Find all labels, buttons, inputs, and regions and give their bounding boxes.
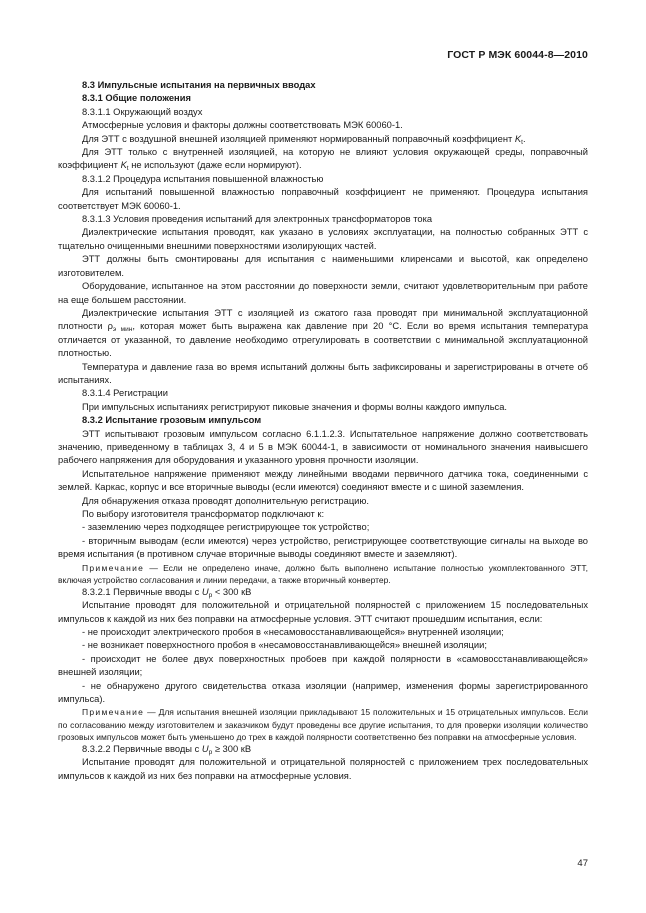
page-number: 47 <box>577 858 588 869</box>
paragraph: ЭТТ испытывают грозовым импульсом согласно 6.1.1.2.3. Испытательное напряжение должно соответствовать значению, приведенному в таблицах 3, 4 и 5 в МЭК 60044-1, в зависимости от номинального значения наивысшего рабочего напряжения для оборудования и указанного уровня прочности изоляции. <box>58 428 588 466</box>
paragraph: Испытание проводят для положительной и отрицательной полярностей с приложением трех последовательных импульсов к каждой из них без поправки на атмосферные условия. <box>58 757 588 781</box>
subsection-title: 8.3.1.2 Процедура испытания повышенной влажностью <box>82 173 324 184</box>
note <box>58 706 588 742</box>
subsection-title: 8.3.1.1 Окружающий воздух <box>82 106 203 117</box>
note-text: — Для испытания внешней изоляции прикладывают 15 положительных и 15 отрицательных импульсов. Если по согласованию между изготовителем и заказчиком будут проведены все другие испытания, то для проверки изоляции количество грозовых импульсов может быть уменьшено до трех в каждой полярности соответственно без поправки на атмосферные условия. <box>58 707 588 742</box>
paragraph: - не возникает поверхностного пробоя в «несамовосстанавливающейся» внешней изоляции; <box>82 640 487 651</box>
paragraph: - не происходит электрического пробоя в «несамовосстанавливающейся» внутренней изоляции; <box>82 627 504 638</box>
section-heading: 8.3.1 Общие положения <box>82 93 191 104</box>
subsection-title: 8.3.1.4 Регистрации <box>82 388 168 399</box>
standard-header: ГОСТ Р МЭК 60044-8—2010 <box>447 49 588 61</box>
paragraph: При импульсных испытаниях регистрируют пиковые значения и формы волны каждого импульса. <box>82 401 508 412</box>
paragraph: Для ЭТТ с воздушной внешней изоляцией применяют нормированный поправочный коэффициент $K_t$. <box>82 133 526 146</box>
section-heading: 8.3.2 Испытание грозовым импульсом <box>82 415 262 426</box>
paragraph: Диэлектрические испытания проводят, как указано в условиях эксплуатации, на полностью собранных ЭТТ с тщательно очищенными внешними поверхностями изолирующих частей. <box>58 227 588 251</box>
document-body <box>58 79 588 783</box>
note-label: Примечание <box>82 562 145 573</box>
note <box>58 562 588 586</box>
paragraph: Атмосферные условия и факторы должны соответствовать МЭК 60060-1. <box>82 120 403 131</box>
paragraph: ЭТТ должны быть смонтированы для испытания с наименьшими клиренсами и высотой, как определено изготовителем. <box>58 254 588 278</box>
subsection-title: 8.3.2.2 Первичные вводы с $U_p \ge 300$ кВ <box>82 743 252 756</box>
paragraph: - заземлению через подходящее регистрирующее ток устройство; <box>82 522 370 533</box>
paragraph: Для обнаружения отказа проводят дополнительную регистрацию. <box>82 495 370 506</box>
paragraph: Для ЭТТ только с внутренней изоляцией, на которую не влияют условия окружающей среды, поправочный коэффициент $K_t$ не используют (даже если нормируют). <box>58 147 588 173</box>
paragraph: Оборудование, испытанное на этом расстоянии до поверхности земли, считают удовлетворительным при работе на еще большем расстоянии. <box>58 281 588 305</box>
section-heading: 8.3 Импульсные испытания на первичных вводах <box>82 80 316 90</box>
paragraph: Диэлектрические испытания ЭТТ с изоляцией из сжатого газа проводят при минимальной эксплуатационной плотности $\rho_{э мин}$, которая может быть выражена как давление при 20 °С. Если во время испытания температура отличается от указанной, то давление необходимо отрегулировать в соответствии с минимальной эксплуатационной плотностью. <box>58 307 589 359</box>
paragraph: Испытательное напряжение применяют между линейными вводами первичного датчика тока, соединенными с землей. Каркас, корпус и все вторичные выводы (если имеются) соединяют вместе и с шиной заземления. <box>58 468 588 493</box>
subsection-title: 8.3.1.3 Условия проведения испытаний для электронных трансформаторов тока <box>82 214 433 225</box>
paragraph: Температура и давление газа во время испытаний должны быть зафиксированы и зарегистрированы в отчете об испытаниях. <box>58 361 588 385</box>
paragraph: Испытание проводят для положительной и отрицательной полярностей с приложением 15 последовательных импульсов к каждой из них без поправки на атмосферные условия. ЭТТ считают прошедшим испытания, если: <box>58 600 588 624</box>
note-label: Примечание <box>82 707 145 718</box>
paragraph: Для испытаний повышенной влажностью поправочный коэффициент не применяют. Процедура испытания соответствует МЭК 60060-1. <box>58 187 588 211</box>
paragraph: - происходит не более двух поверхностных пробоев при каждой полярности в «самовосстанавливающейся» внешней изоляции; <box>58 653 588 678</box>
paragraph: - вторичным выводам (если имеются) через устройство, регистрирующее соответствующие сигналы на выходе во время испытания (в противном случае вторичные выводы соединяют вместе и заземляют). <box>58 535 588 560</box>
subsection-title: 8.3.2.1 Первичные вводы с $U_p < 300$ кВ <box>82 586 252 599</box>
note-text: — Если не определено иначе, должно быть выполнено испытание полностью укомплектованного ЭТТ, включая устройство согласования и линии передачи, а также вторичный конвертер. <box>58 562 588 585</box>
paragraph: По выбору изготовителя трансформатор подключают к: <box>82 509 325 519</box>
paragraph: - не обнаружено другого свидетельства отказа изоляции (например, изменения формы зарегистрированного импульса). <box>58 680 588 705</box>
